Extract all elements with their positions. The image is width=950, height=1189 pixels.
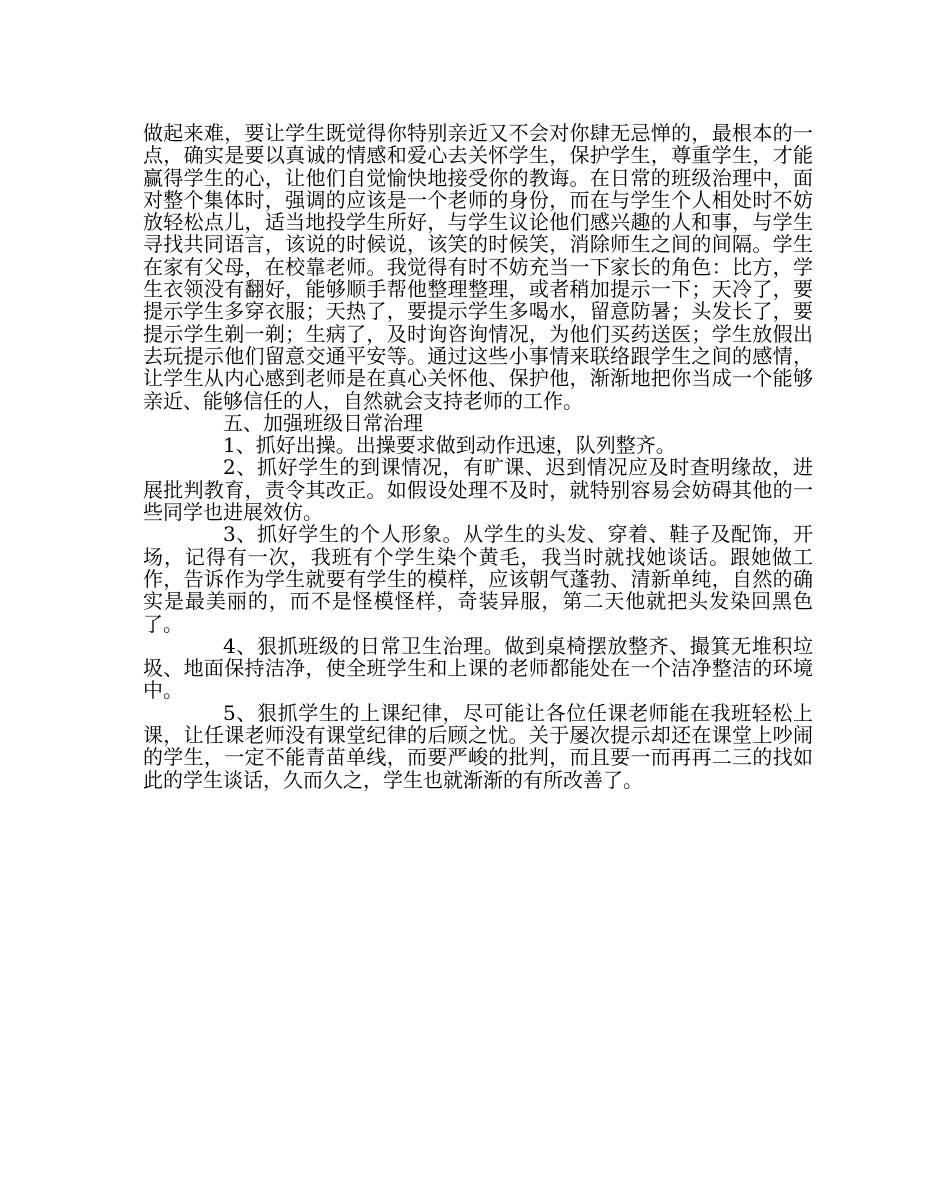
list-item-1: 1、抓好出操。出操要求做到动作迅速，队列整齐。 — [223, 433, 676, 458]
list-item-5: 5、狠抓学生的上课纪律，尽可能让各位任课老师能在我班轻松上课，让任课老师没有课堂纪律的后顾之忧。关于屡次提示却还在课堂上吵闹的学生，一定不能青苗单线，而要严峻的批判，而且要一而再再二三的找如此的学生谈话，久而久之，学生也就渐渐的有所改善了。 — [143, 700, 813, 792]
document-body — [143, 122, 813, 791]
list-item-2: 2、抓好学生的到课情况，有旷课、迟到情况应及时查明缘故，进展批判教育，责令其改正。如假设处理不及时，就特别容易会妨碍其他的一些同学也进展效仿。 — [143, 455, 813, 525]
section-heading: 五、加强班级日常治理 — [223, 410, 423, 435]
list-item-3: 3、抓好学生的个人形象。从学生的头发、穿着、鞋子及配饰，开场，记得有一次，我班有个学生染个黄毛，我当时就找她谈话。跟她做工作，告诉作为学生就要有学生的模样，应该朝气蓬勃、清新单纯，自然的确实是最美丽的，而不是怪模怪样，奇装异服，第二天他就把头发染回黑色了。 — [143, 522, 813, 636]
body-paragraph: 做起来难，要让学生既觉得你特别亲近又不会对你肆无忌惮的，最根本的一点，确实是要以真诚的情感和爱心去关怀学生，保护学生，尊重学生，才能赢得学生的心，让他们自觉愉快地接受你的教诲。在日常的班级治理中，面对整个集体时，强调的应该是一个老师的身份，而在与学生个人相处时不妨放轻松点儿，适当地投学生所好，与学生议论他们感兴趣的人和事，与学生寻找共同语言，该说的时候说，该笑的时候笑，消除师生之间的间隔。学生在家有父母，在校靠老师。我觉得有时不妨充当一下家长的角色：比方，学生衣领没有翻好，能够顺手帮他整理整理，或者稍加提示一下；天冷了，要提示学生多穿衣服；天热了，要提示学生多喝水，留意防暑；头发长了，要提示学生剃一剃；生病了，及时询咨询情况，为他们买药送医；学生放假出去玩提示他们留意交通平安等。通过这些小事情来联络跟学生之间的感情，让学生从内心感到老师是在真心关怀他、保护他，渐渐地把你当成一个能够亲近、能够信任的人，自然就会支持老师的工作。 — [143, 121, 813, 413]
list-item-4: 4、狠抓班级的日常卫生治理。做到桌椅摆放整齐、撮箕无堆积垃圾、地面保持洁净，使全班学生和上课的老师都能处在一个洁净整洁的环境中。 — [143, 633, 813, 703]
